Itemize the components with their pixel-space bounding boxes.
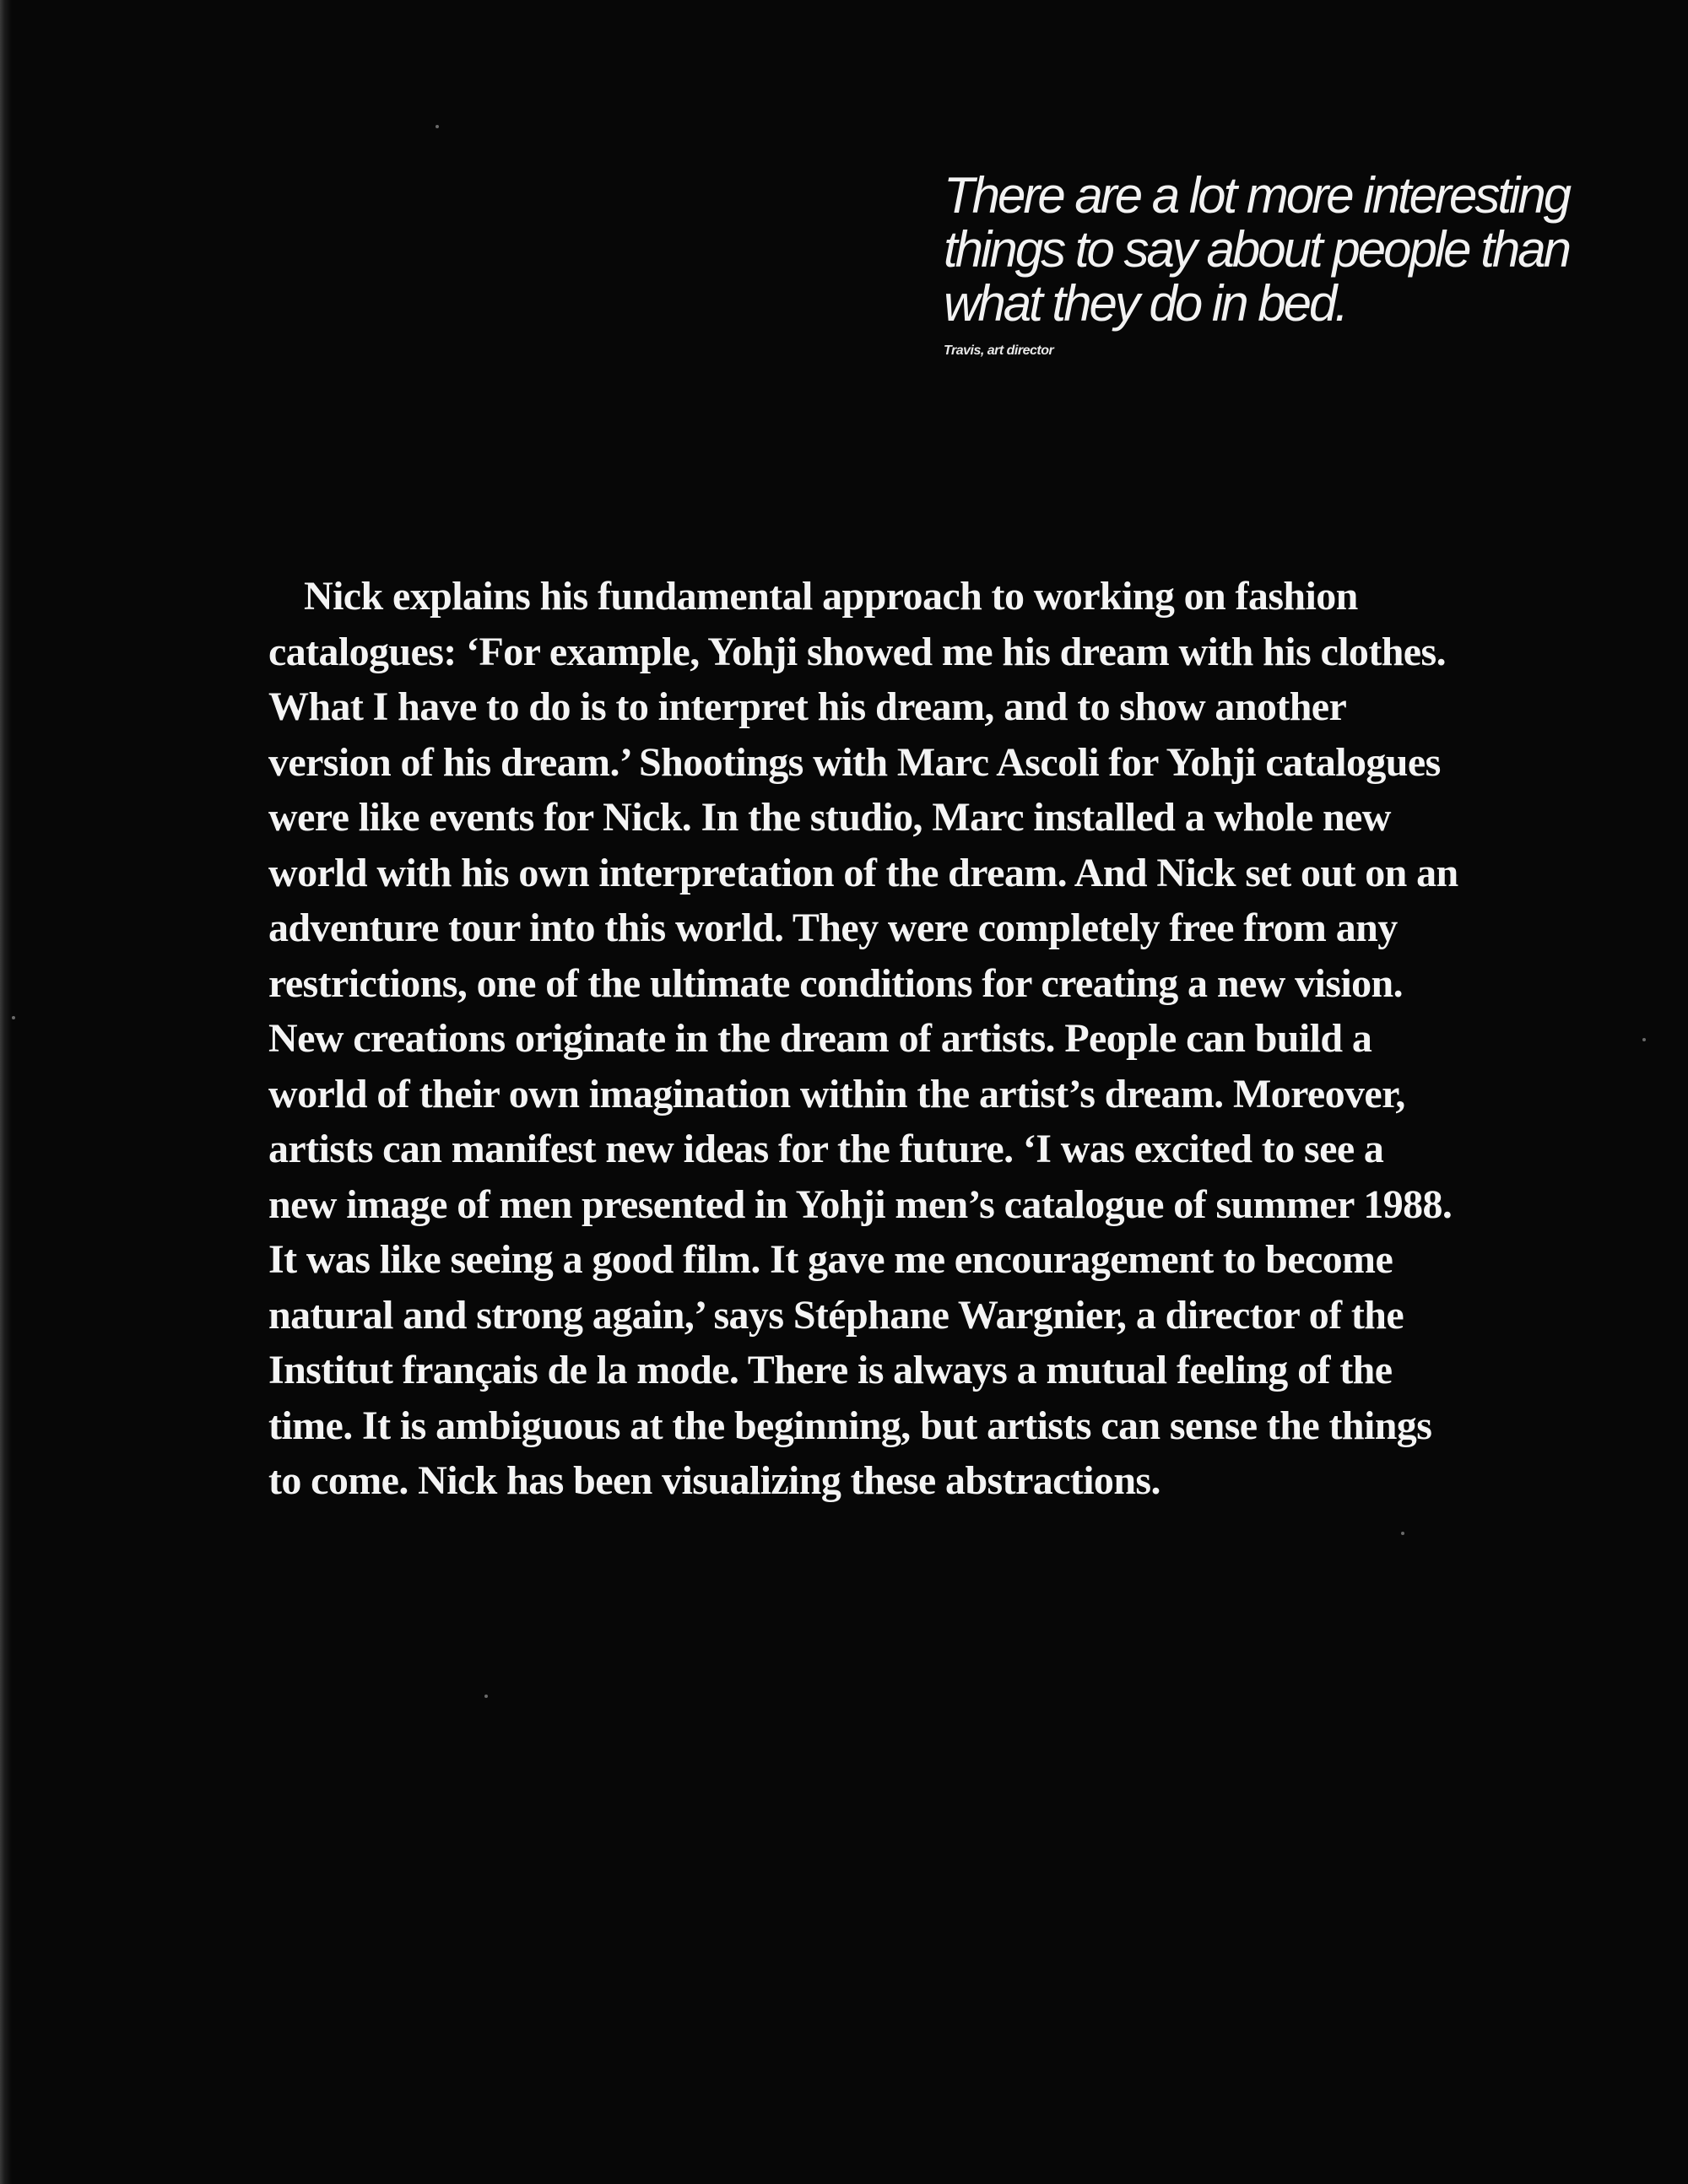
quote-attribution: Travis, art director [944, 343, 1054, 358]
body-line: It was like seeing a good film. It gave me encouragement to become [268, 1237, 1393, 1282]
body-line: restrictions, one of the ultimate conditions for creating a new vision. [268, 960, 1403, 1006]
dust-speck [12, 1016, 15, 1019]
body-line: were like events for Nick. In the studio, Marc installed a whole new [268, 795, 1391, 840]
body-line: new image of men presented in Yohji men’s catalogue of summer 1988. [268, 1181, 1453, 1227]
body-line: artists can manifest new ideas for the future. ‘I was excited to see a [268, 1127, 1384, 1171]
body-line: world of their own imagination within the artist’s dream. Moreover, [268, 1071, 1405, 1116]
body-line: to come. Nick has been visualizing these abstractions. [268, 1458, 1160, 1503]
body-line: New creations originate in the dream of artists. People can build a [268, 1016, 1372, 1061]
body-paragraph [268, 569, 1653, 1509]
body-line: natural and strong again,’ says Stéphane Wargnier, a director of the [268, 1292, 1404, 1338]
pull-quote-line: There are a lot more interesting [944, 167, 1570, 224]
body-line: Institut français de la mode. There is always a mutual feeling of the [268, 1348, 1393, 1392]
dust-speck [436, 125, 439, 128]
dust-speck [1642, 1038, 1646, 1041]
pull-quote-line: what they do in bed. [944, 275, 1347, 332]
page-edge [0, 0, 12, 2184]
body-line: time. It is ambiguous at the beginning, but artists can sense the things [268, 1403, 1432, 1448]
body-line: Nick explains his fundamental approach to working on fashion [304, 574, 1358, 619]
pull-quote-line: things to say about people than [944, 221, 1569, 278]
body-line: What I have to do is to interpret his dream, and to show another [268, 684, 1347, 729]
body-line: catalogues: ‘For example, Yohji showed me his dream with his clothes. [268, 629, 1446, 674]
dust-speck [484, 1695, 488, 1698]
body-line: version of his dream.’ Shootings with Marc Ascoli for Yohji catalogues [268, 739, 1441, 785]
dust-speck [1401, 1532, 1404, 1535]
body-line: adventure tour into this world. They were completely free from any [268, 905, 1398, 950]
body-line: world with his own interpretation of the dream. And Nick set out on an [268, 850, 1458, 895]
pull-quote [944, 169, 1602, 359]
